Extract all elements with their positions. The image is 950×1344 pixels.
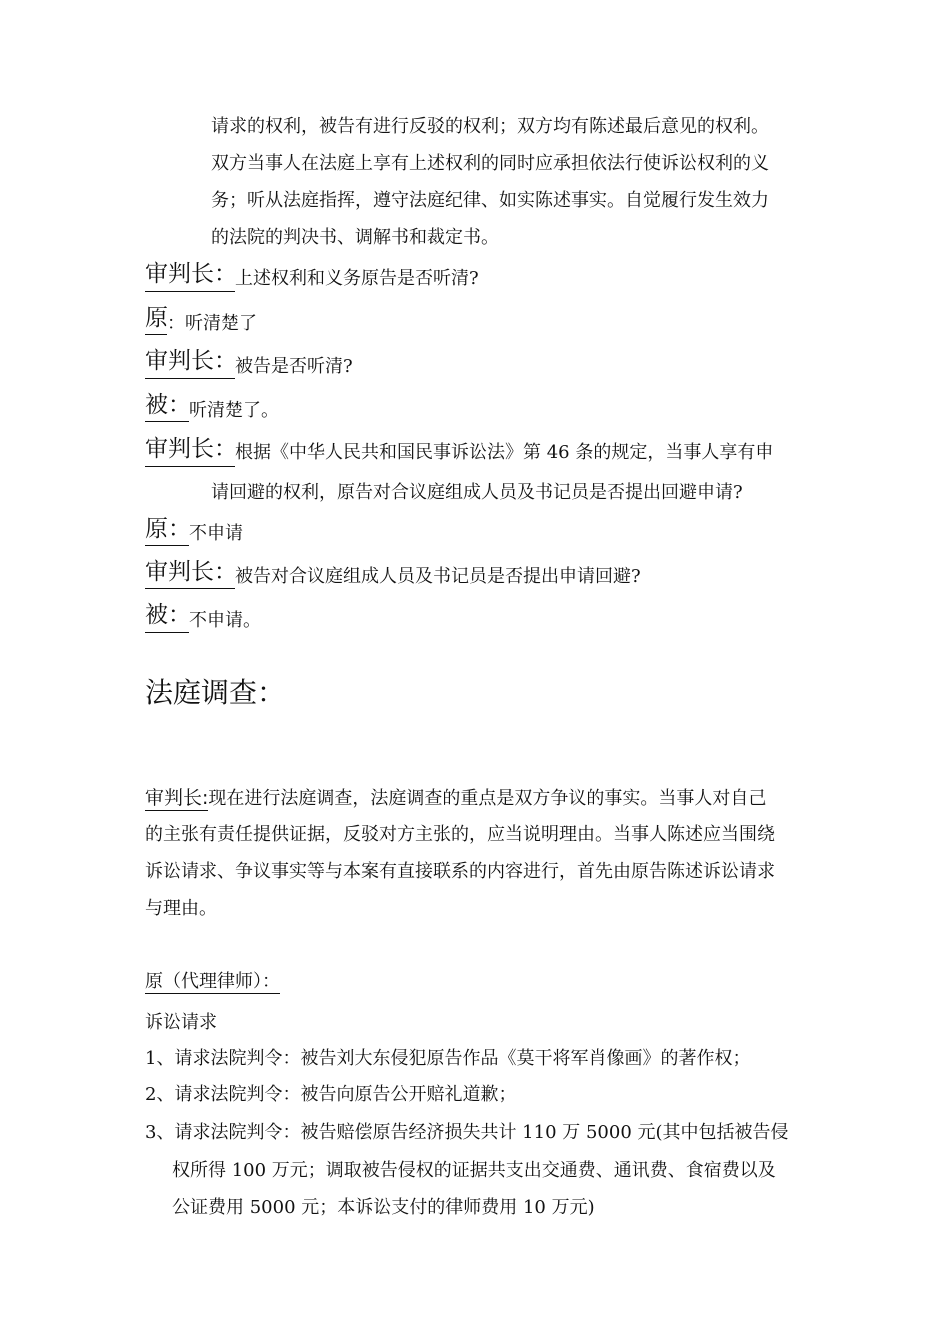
claim-item-2: 2、请求法院判令：被告向原告公开赔礼道歉；	[145, 1084, 517, 1105]
speaker-underline	[145, 291, 235, 292]
speaker-underline	[145, 632, 189, 633]
investigation-line-4: 与理由。	[145, 898, 217, 919]
intro-line-4: 的法院的判决书、调解书和裁定书。	[211, 227, 499, 248]
investigation-line-3: 诉讼请求、争议事实等与本案有直接联系的内容进行，首先由原告陈述诉讼请求	[145, 861, 775, 882]
speaker-judge: 审判长：	[145, 261, 237, 287]
dialogue-text: 被告是否听清?	[235, 356, 353, 377]
speaker-underline	[145, 334, 167, 335]
speaker-underline	[145, 421, 189, 422]
dialogue-text: ：听清楚了	[167, 313, 257, 334]
investigation-text: 现在进行法庭调查，法庭调查的重点是双方争议的事实。当事人对自己	[208, 788, 767, 809]
speaker-judge: 审判长：	[145, 348, 237, 374]
speaker-underline	[145, 378, 235, 379]
speaker-defendant: 被：	[145, 602, 191, 628]
investigation-line-1	[145, 786, 766, 811]
dialogue-text: 不申请。	[189, 610, 261, 631]
speaker-underline	[145, 545, 189, 546]
claim-item-3-continued: 权所得 100 万元；调取被告侵权的证据共支出交通费、通讯费、食宿费以及	[172, 1160, 776, 1181]
dialogue-text: 听清楚了。	[189, 400, 279, 421]
dialogue-text: 根据《中华人民共和国民事诉讼法》第 46 条的规定，当事人享有申	[235, 442, 774, 463]
claim-item-3: 3、请求法院判令：被告赔偿原告经济损失共计 110 万 5000 元(其中包括被告侵	[145, 1122, 789, 1143]
plaintiff-lawyer-label	[145, 970, 280, 994]
claims-title: 诉讼请求	[145, 1012, 217, 1033]
speaker-underline	[145, 466, 235, 467]
dialogue-text-continued: 请回避的权利，原告对合议庭组成人员及书记员是否提出回避申请?	[211, 482, 743, 503]
speaker-plaintiff: 原	[145, 305, 168, 331]
intro-line-1: 请求的权利，被告有进行反驳的权利；双方均有陈述最后意见的权利。	[211, 116, 769, 137]
dialogue-text: 上述权利和义务原告是否听清?	[235, 268, 479, 289]
section-title: 法庭调查：	[145, 676, 286, 709]
dialogue-text: 被告对合议庭组成人员及书记员是否提出申请回避?	[235, 566, 641, 587]
claim-item-1: 1、请求法院判令：被告刘大东侵犯原告作品《莫干将军肖像画》的著作权；	[145, 1048, 751, 1069]
speaker-underline	[145, 588, 235, 589]
speaker-defendant: 被：	[145, 392, 191, 418]
dialogue-text: 不申请	[189, 523, 243, 544]
intro-line-3: 务；听从法庭指挥，遵守法庭纪律、如实陈述事实。自觉履行发生效力	[211, 190, 769, 211]
claim-item-3-continued: 公证费用 5000 元；本诉讼支付的律师费用 10 万元)	[172, 1197, 595, 1218]
speaker-plaintiff: 原：	[145, 516, 191, 542]
plaintiff-speaker: 原（代理律师）：	[145, 971, 280, 992]
speaker-judge: 审判长：	[145, 559, 237, 585]
investigation-speaker: 审判长:	[145, 787, 209, 809]
intro-line-2: 双方当事人在法庭上享有上述权利的同时应承担依法行使诉讼权利的义	[211, 153, 769, 174]
investigation-line-2: 的主张有责任提供证据，反驳对方主张的，应当说明理由。当事人陈述应当围绕	[145, 824, 775, 845]
speaker-judge: 审判长：	[145, 436, 237, 462]
